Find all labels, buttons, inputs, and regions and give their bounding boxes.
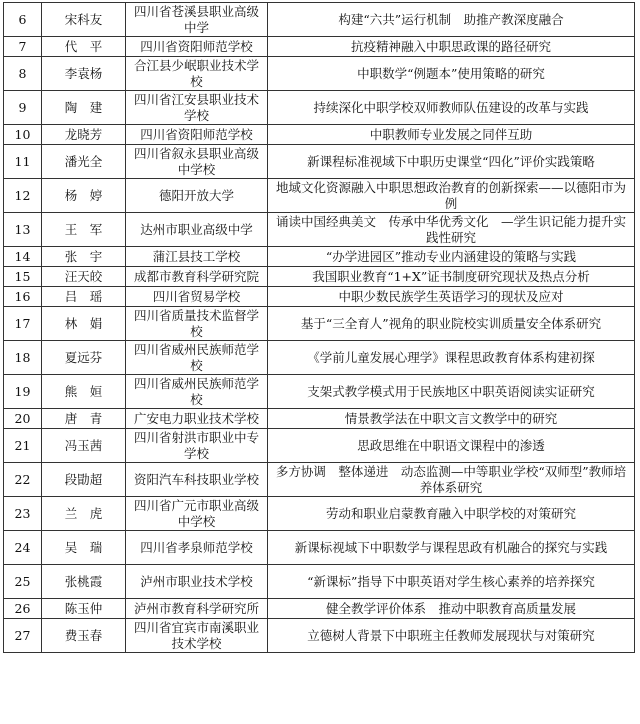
paper-title: 健全教学评价体系 推动中职教育高质量发展 bbox=[268, 599, 635, 619]
table-row bbox=[4, 213, 635, 247]
author-unit: 四川省资阳师范学校 bbox=[126, 125, 268, 145]
paper-title: 构建“六共”运行机制 助推产教深度融合 bbox=[268, 3, 635, 37]
author-unit: 四川省威州民族师范学校 bbox=[126, 375, 268, 409]
author-name: 张 宇 bbox=[42, 247, 126, 267]
table-row bbox=[4, 531, 635, 565]
author-name: 张桃霞 bbox=[42, 565, 126, 599]
table-row bbox=[4, 145, 635, 179]
table-row bbox=[4, 429, 635, 463]
row-number: 6 bbox=[4, 3, 42, 37]
author-unit: 四川省宜宾市南溪职业技术学校 bbox=[126, 619, 268, 653]
author-name: 陶 建 bbox=[42, 91, 126, 125]
paper-title: 中职教师专业发展之同伴互助 bbox=[268, 125, 635, 145]
author-unit: 泸州市教育科学研究所 bbox=[126, 599, 268, 619]
author-name: 熊 姮 bbox=[42, 375, 126, 409]
table-row bbox=[4, 463, 635, 497]
table-row bbox=[4, 179, 635, 213]
author-unit: 四川省贸易学校 bbox=[126, 287, 268, 307]
author-unit: 四川省叙永县职业高级中学校 bbox=[126, 145, 268, 179]
author-name: 冯玉茜 bbox=[42, 429, 126, 463]
row-number: 27 bbox=[4, 619, 42, 653]
paper-title: “新课标”指导下中职英语对学生核心素养的培养探究 bbox=[268, 565, 635, 599]
table-row bbox=[4, 125, 635, 145]
row-number: 9 bbox=[4, 91, 42, 125]
row-number: 19 bbox=[4, 375, 42, 409]
row-number: 26 bbox=[4, 599, 42, 619]
row-number: 22 bbox=[4, 463, 42, 497]
table-row bbox=[4, 267, 635, 287]
row-number: 18 bbox=[4, 341, 42, 375]
author-unit: 蒲江县技工学校 bbox=[126, 247, 268, 267]
author-name: 汪天皎 bbox=[42, 267, 126, 287]
award-list-table bbox=[3, 2, 635, 653]
author-name: 杨 婷 bbox=[42, 179, 126, 213]
row-number: 17 bbox=[4, 307, 42, 341]
author-name: 龙晓芳 bbox=[42, 125, 126, 145]
paper-title: 地域文化资源融入中职思想政治教育的创新探索——以德阳市为例 bbox=[268, 179, 635, 213]
author-unit: 广安电力职业技术学校 bbox=[126, 409, 268, 429]
paper-title: 多方协调 整体递进 动态监测—中等职业学校“双师型”教师培养体系研究 bbox=[268, 463, 635, 497]
author-name: 王 军 bbox=[42, 213, 126, 247]
paper-title: 支架式教学模式用于民族地区中职英语阅读实证研究 bbox=[268, 375, 635, 409]
author-name: 夏远芬 bbox=[42, 341, 126, 375]
row-number: 21 bbox=[4, 429, 42, 463]
paper-title: 新课程标准视域下中职历史课堂“四化”评价实践策略 bbox=[268, 145, 635, 179]
paper-title: 我国职业教育“1+X”证书制度研究现状及热点分析 bbox=[268, 267, 635, 287]
award-list-table-wrapper bbox=[3, 2, 635, 653]
author-name: 吕 瑶 bbox=[42, 287, 126, 307]
author-name: 段勖超 bbox=[42, 463, 126, 497]
paper-title: 中职数学“例题本”使用策略的研究 bbox=[268, 57, 635, 91]
row-number: 16 bbox=[4, 287, 42, 307]
author-unit: 成都市教育科学研究院 bbox=[126, 267, 268, 287]
author-unit: 资阳汽车科技职业学校 bbox=[126, 463, 268, 497]
table-row bbox=[4, 497, 635, 531]
author-unit: 四川省资阳师范学校 bbox=[126, 37, 268, 57]
table-row bbox=[4, 247, 635, 267]
paper-title: 劳动和职业启蒙教育融入中职学校的对策研究 bbox=[268, 497, 635, 531]
row-number: 7 bbox=[4, 37, 42, 57]
paper-title: 持续深化中职学校双师教师队伍建设的改革与实践 bbox=[268, 91, 635, 125]
author-unit: 四川省江安县职业技术学校 bbox=[126, 91, 268, 125]
row-number: 12 bbox=[4, 179, 42, 213]
author-name: 代 平 bbox=[42, 37, 126, 57]
author-unit: 德阳开放大学 bbox=[126, 179, 268, 213]
author-unit: 四川省孝泉师范学校 bbox=[126, 531, 268, 565]
table-row bbox=[4, 375, 635, 409]
author-name: 费玉春 bbox=[42, 619, 126, 653]
paper-title: 情景教学法在中职文言文教学中的研究 bbox=[268, 409, 635, 429]
table-row bbox=[4, 341, 635, 375]
author-name: 吴 瑞 bbox=[42, 531, 126, 565]
row-number: 11 bbox=[4, 145, 42, 179]
table-row bbox=[4, 91, 635, 125]
author-unit: 四川省质量技术监督学校 bbox=[126, 307, 268, 341]
row-number: 10 bbox=[4, 125, 42, 145]
author-name: 兰 虎 bbox=[42, 497, 126, 531]
table-row bbox=[4, 619, 635, 653]
paper-title: 中职少数民族学生英语学习的现状及应对 bbox=[268, 287, 635, 307]
row-number: 13 bbox=[4, 213, 42, 247]
paper-title: 抗疫精神融入中职思政课的路径研究 bbox=[268, 37, 635, 57]
table-row bbox=[4, 287, 635, 307]
author-name: 林 娟 bbox=[42, 307, 126, 341]
paper-title: 《学前儿童发展心理学》课程思政教育体系构建初探 bbox=[268, 341, 635, 375]
table-row bbox=[4, 565, 635, 599]
paper-title: 立德树人背景下中职班主任教师发展现状与对策研究 bbox=[268, 619, 635, 653]
paper-title: 新课标视域下中职数学与课程思政有机融合的探究与实践 bbox=[268, 531, 635, 565]
table-row bbox=[4, 37, 635, 57]
paper-title: 诵读中国经典美文 传承中华优秀文化 —学生识记能力提升实践性研究 bbox=[268, 213, 635, 247]
author-name: 潘光全 bbox=[42, 145, 126, 179]
author-unit: 泸州市职业技术学校 bbox=[126, 565, 268, 599]
author-unit: 四川省苍溪县职业高级中学 bbox=[126, 3, 268, 37]
paper-title: “办学进园区”推动专业内涵建设的策略与实践 bbox=[268, 247, 635, 267]
table-row bbox=[4, 599, 635, 619]
row-number: 24 bbox=[4, 531, 42, 565]
author-unit: 达州市职业高级中学 bbox=[126, 213, 268, 247]
author-name: 宋科友 bbox=[42, 3, 126, 37]
row-number: 23 bbox=[4, 497, 42, 531]
table-row bbox=[4, 409, 635, 429]
row-number: 15 bbox=[4, 267, 42, 287]
author-name: 李袁杨 bbox=[42, 57, 126, 91]
author-name: 唐 青 bbox=[42, 409, 126, 429]
row-number: 14 bbox=[4, 247, 42, 267]
author-unit: 四川省广元市职业高级中学校 bbox=[126, 497, 268, 531]
author-unit: 四川省射洪市职业中专学校 bbox=[126, 429, 268, 463]
table-row bbox=[4, 3, 635, 37]
row-number: 8 bbox=[4, 57, 42, 91]
paper-title: 思政思维在中职语文课程中的渗透 bbox=[268, 429, 635, 463]
row-number: 25 bbox=[4, 565, 42, 599]
table-row bbox=[4, 57, 635, 91]
row-number: 20 bbox=[4, 409, 42, 429]
author-unit: 合江县少岷职业技术学校 bbox=[126, 57, 268, 91]
author-name: 陈玉仲 bbox=[42, 599, 126, 619]
paper-title: 基于“三全育人”视角的职业院校实训质量安全体系研究 bbox=[268, 307, 635, 341]
table-row bbox=[4, 307, 635, 341]
author-unit: 四川省威州民族师范学校 bbox=[126, 341, 268, 375]
